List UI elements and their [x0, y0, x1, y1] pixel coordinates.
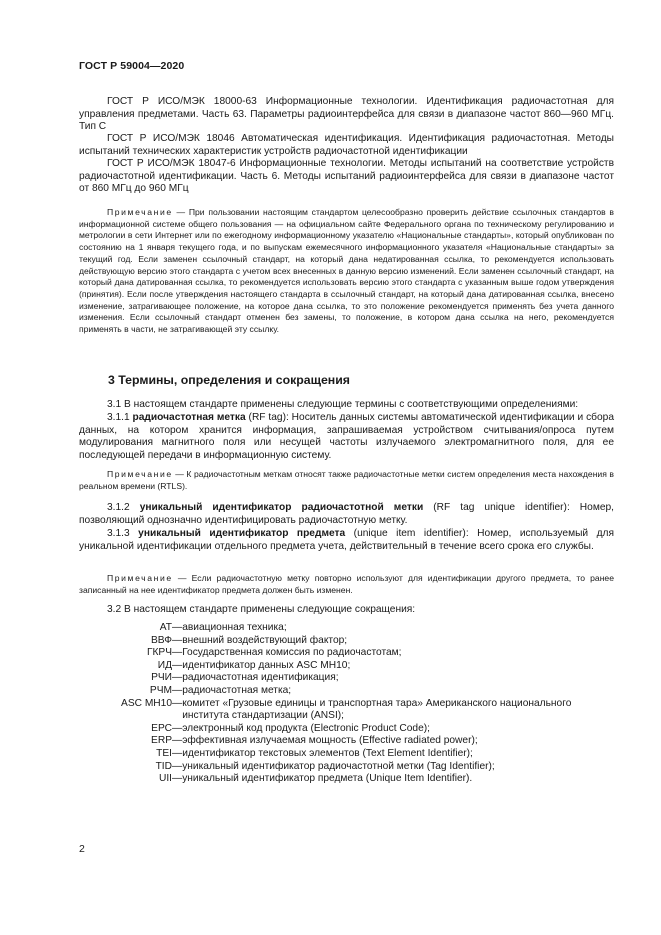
abbreviation-dash: — — [172, 622, 183, 633]
term-3-1-1 — [79, 412, 614, 462]
page-number: 2 — [79, 843, 85, 855]
abbreviation-row — [79, 672, 614, 685]
note-text: — Если радиочастотную метку повторно используют для идентификации другого предмета, то ранее записанный на нее идентификатор предмета должен быть изменен. — [79, 573, 614, 595]
abbreviation-desc: электронный код продукта (Electronic Product Code); — [182, 722, 430, 734]
reference-18000-63: ГОСТ Р ИСО/МЭК 18000-63 Информационные технологии. Идентификация радиочастотная для управления предметами. Часть 63. Параметры радиоинтерфейса для связи в диапазоне частот 860—960 МГц. Тип С — [79, 96, 614, 133]
term-definition: (RF tag): Носитель данных системы автоматической идентификации и сбора данных, на котором хранится информация, запрашиваемая устройством считывания/опроса путем модулирования магнитного поля или несущей частоты излучаемого электромагнитного поля, для ее последующей передачи в информационную систему. — [79, 412, 615, 461]
abbreviation-dash: — — [172, 735, 183, 747]
term-name: радиочастотная метка — [132, 412, 246, 423]
abbreviation-desc: идентификатор данных ASC МН10; — [182, 659, 351, 671]
reference-18046: ГОСТ Р ИСО/МЭК 18046 Автоматическая идентификация. Идентификация радиочастотная. Методы испытаний технических характеристик устройств радиочастотной идентификации — [79, 133, 614, 157]
abbreviation-key: РЧИ — [151, 672, 172, 684]
clause-3-2: 3.2 В настоящем стандарте применены следующие сокращения: — [107, 604, 416, 615]
term-number: 3.1.1 — [107, 412, 133, 423]
note-references — [79, 207, 614, 336]
abbreviation-key: ИД — [157, 659, 172, 671]
abbreviation-key: ГКРЧ — [146, 647, 172, 659]
note-text: — При пользовании настоящим стандартом целесообразно проверить действие ссылочных стандартов в информационной системе общего пользования — на официальном сайте Федерального органа по техническому регулированию и метрологии в сети Интернет или по ежегодному информационному указателю «Национальные стандарты», который опубликован по состоянию на 1 января текущего года, и по выпускам ежемесячного информационного указателя «Национальные стандарты» за текущий год. Если заменен ссылочный стандарт, на который дана недатированная ссылка, то рекомендуется использовать действующую версию этого стандарта с учетом всех внесенных в данную версию изменений. Если заменен ссылочный стандарт, на который дана датированная ссылка, то рекомендуется использовать версию этого стандарта с указанным выше годом утверждения (принятия). Если после утверждения настоящего стандарта в ссылочный стандарт, на который дана датированная ссылка, внесено изменение, затрагивающее положение, на которое дана ссылка, то это положение рекомендуется применять без учета данного изменения. Если ссылочный стандарт отменен без замены, то положение, в котором дана ссылка на него, рекомендуется применять в части, не затрагивающей эту ссылку. — [79, 207, 614, 335]
abbreviation-desc: идентификатор текстовых элементов (Text Element Identifier); — [182, 747, 473, 759]
term-3-1-2 — [79, 502, 614, 527]
abbreviation-dash: — — [172, 747, 183, 759]
abbreviation-dash: — — [172, 672, 183, 684]
abbreviation-row — [79, 748, 614, 761]
abbreviation-key: ASC МН10 — [121, 697, 172, 709]
abbreviation-row — [79, 635, 614, 648]
clause-3-1: 3.1 В настоящем стандарте применены следующие термины с соответствующими определениями: — [107, 399, 579, 410]
term-number: 3.1.3 — [107, 528, 139, 539]
abbreviation-dash: — — [172, 760, 183, 772]
abbreviation-desc: внешний воздействующий фактор; — [182, 634, 348, 646]
abbreviation-list — [79, 622, 614, 786]
abbreviation-key: РЧМ — [149, 684, 172, 696]
abbreviation-key: ERP — [151, 735, 172, 747]
abbreviation-desc: уникальный идентификатор предмета (Unique Item Identifier). — [182, 773, 473, 785]
abbreviation-dash: — — [172, 647, 183, 659]
abbreviation-row — [79, 660, 614, 673]
abbreviation-row — [79, 698, 614, 723]
abbreviation-row — [79, 723, 614, 736]
abbreviation-desc: радиочастотная идентификация; — [182, 672, 339, 684]
abbreviation-desc: эффективная излучаемая мощность (Effective radiated power); — [182, 735, 478, 747]
abbreviation-row — [79, 685, 614, 698]
term-definition: (unique item identifier): Номер, используемый для уникальной идентификации отдельного предмета учета, действительный в течение всего срока его службы. — [79, 528, 614, 552]
abbreviation-dash: — — [172, 773, 183, 785]
abbreviation-dash: — — [172, 684, 183, 696]
term-number: 3.1.2 — [107, 502, 140, 513]
abbreviation-row — [79, 647, 614, 660]
abbreviation-key: UII — [158, 773, 172, 785]
section-title: 3 Термины, определения и сокращения — [108, 373, 350, 387]
abbreviation-row — [79, 735, 614, 748]
note-text: — К радиочастотным меткам относят также радиочастотные метки систем определения места нахождения в реальном времени (RTLS). — [79, 469, 614, 491]
term-definition: (RF tag unique identifier): Номер, позволяющий однозначно идентифицировать радиочастотную метку. — [79, 502, 614, 526]
document-header: ГОСТ Р 59004—2020 — [79, 60, 185, 72]
note-reuse — [79, 573, 614, 596]
abbreviation-desc: Государственная комиссия по радиочастотам; — [182, 647, 402, 659]
abbreviation-desc: комитет «Грузовые единицы и транспортная тара» Американского национального института стандартизации (ANSI); — [182, 697, 572, 722]
abbreviation-row — [79, 761, 614, 774]
abbreviation-key: TID — [155, 760, 172, 772]
term-name: уникальный идентификатор радиочастотной метки — [139, 502, 424, 513]
abbreviation-desc: радиочастотная метка; — [182, 684, 292, 696]
note-rf-tag — [79, 469, 614, 492]
note-label: Примечание — [107, 573, 173, 583]
term-3-1-3 — [79, 528, 614, 553]
abbreviation-desc: авиационная техника; — [182, 622, 287, 633]
abbreviation-dash: — — [172, 697, 183, 709]
note-label: Примечание — [107, 207, 173, 217]
abbreviation-key: АТ — [159, 622, 172, 633]
abbreviation-key: ЕРС — [151, 722, 172, 734]
abbreviation-dash: — — [172, 659, 183, 671]
abbreviation-row — [79, 622, 614, 635]
reference-18047-6: ГОСТ Р ИСО/МЭК 18047-6 Информационные технологии. Методы испытаний на соответствие устройств радиочастотной идентификации. Часть 6. Методы испытаний радиоинтерфейса для связи в диапазоне частот от 860 МГц до 960 МГц — [79, 158, 614, 195]
abbreviation-dash: — — [172, 722, 183, 734]
abbreviation-row — [79, 773, 614, 786]
abbreviation-key: TEI — [156, 747, 172, 759]
abbreviation-key: ВВФ — [151, 634, 172, 646]
term-name: уникальный идентификатор предмета — [138, 528, 346, 539]
abbreviation-desc: уникальный идентификатор радиочастотной метки (Tag Identifier); — [182, 760, 495, 772]
note-label: Примечание — [107, 469, 173, 479]
abbreviation-dash: — — [172, 634, 183, 646]
